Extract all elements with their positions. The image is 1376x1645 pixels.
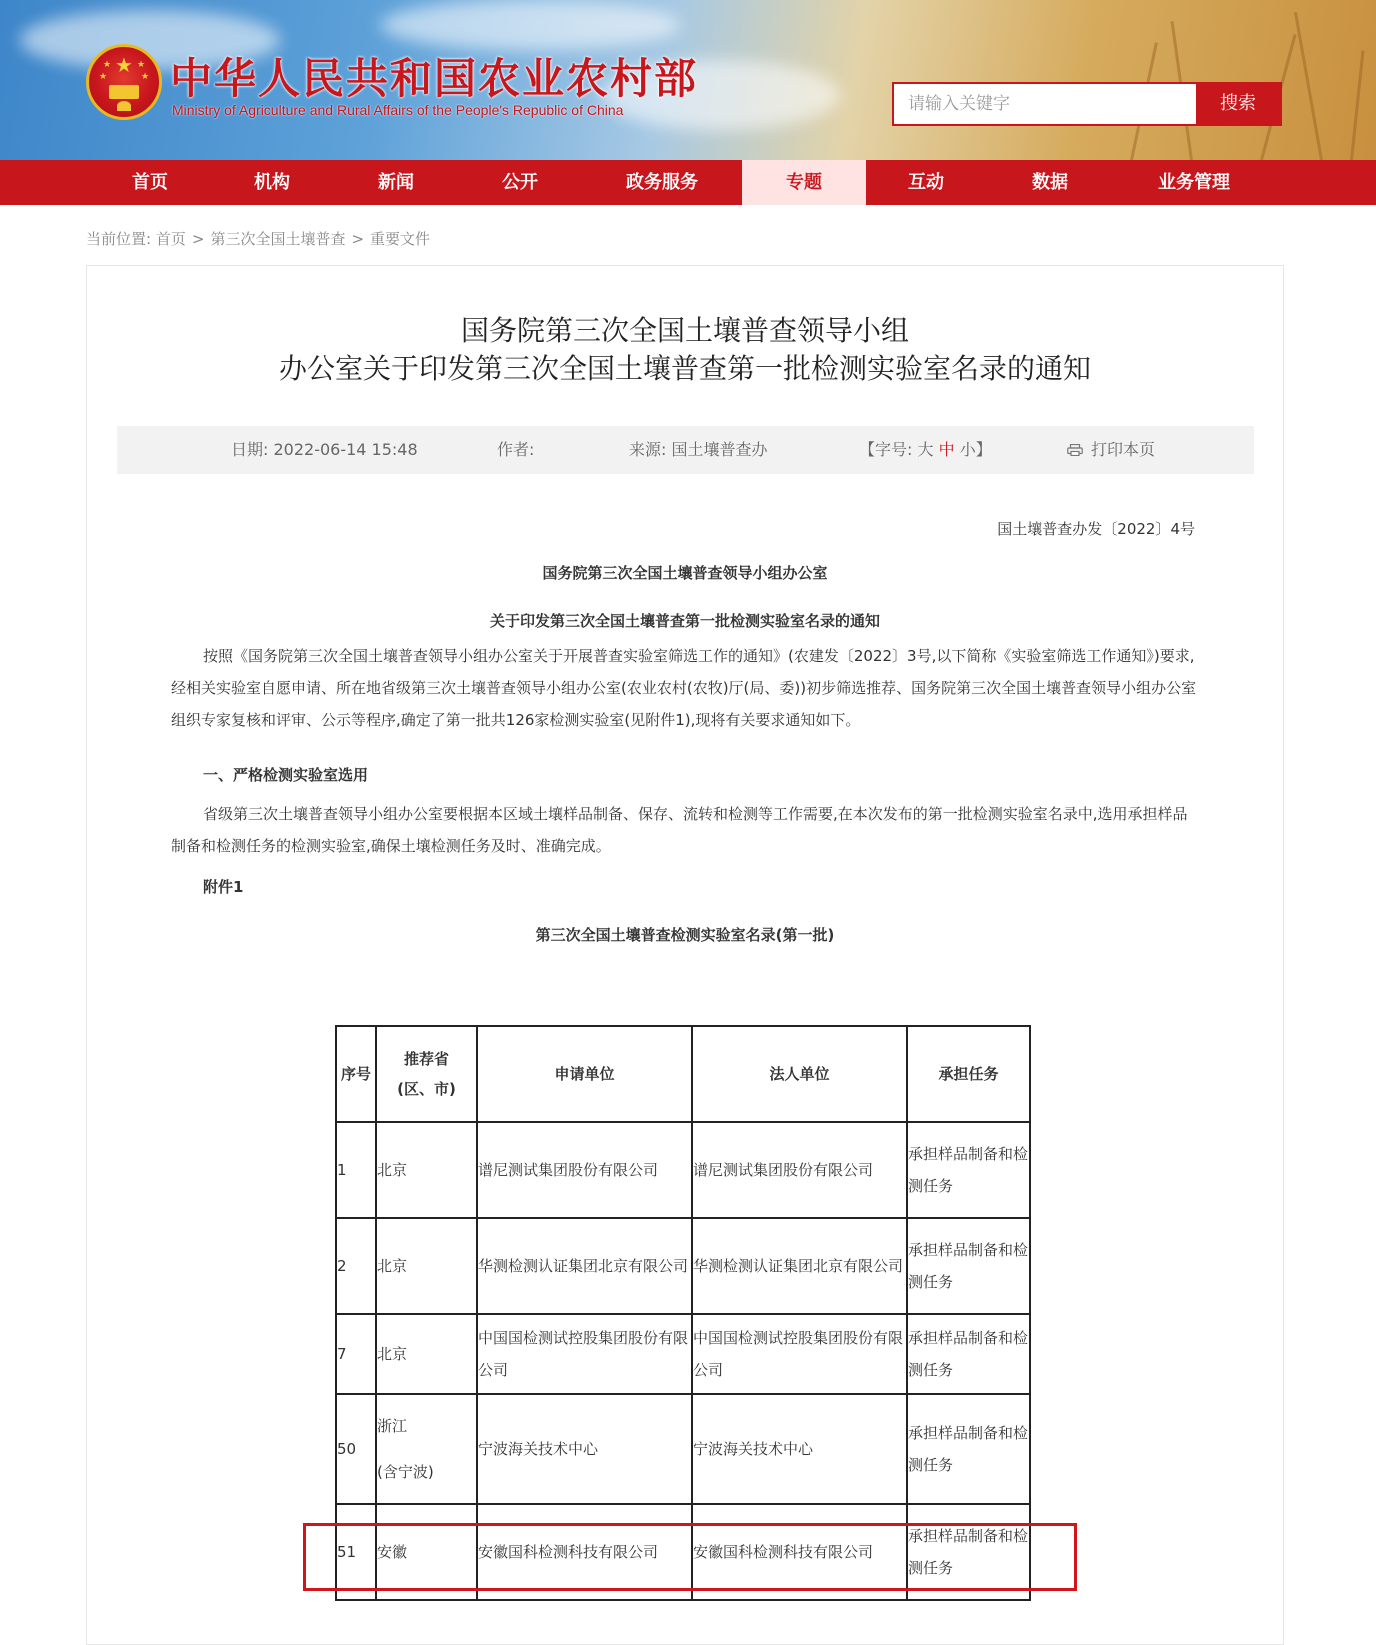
- main-nav: [0, 160, 1376, 205]
- section-heading-1: 一、严格检测实验室选用: [203, 766, 369, 784]
- lab-list-table: [335, 1025, 1031, 1601]
- cell-legal-entity: 中国国检测试控股集团股份有限公司: [692, 1314, 907, 1394]
- cell-task: 承担样品制备和检测任务: [907, 1314, 1030, 1394]
- col-header-index: 序号: [336, 1026, 376, 1122]
- font-size-medium[interactable]: 中: [938, 440, 955, 459]
- print-page-link[interactable]: [1067, 426, 1155, 474]
- font-size-control: [859, 426, 992, 474]
- attachment-label: 附件1: [203, 878, 244, 896]
- cell-index: 51: [336, 1504, 376, 1600]
- table-row: [336, 1218, 1030, 1314]
- wheat-decoration: [1294, 12, 1323, 160]
- breadcrumb-soil-census[interactable]: 第三次全国土壤普查: [210, 230, 346, 248]
- publish-date: 日期: 2022-06-14 15:48: [231, 440, 418, 459]
- breadcrumb-important-docs[interactable]: 重要文件: [370, 230, 431, 248]
- breadcrumb-prefix: 当前位置:: [86, 230, 152, 248]
- national-emblem-icon[interactable]: ★ ★ ★ ★ ★: [86, 44, 162, 120]
- table-title: 第三次全国土壤普查检测实验室名录(第一批): [535, 926, 835, 944]
- table-header-row: [336, 1026, 1030, 1122]
- cell-legal-entity: 宁波海关技术中心: [692, 1394, 907, 1504]
- cell-task: 承担样品制备和检测任务: [907, 1122, 1030, 1218]
- body-paragraph-2: 省级第三次土壤普查领导小组办公室要根据本区域土壤样品制备、保存、流转和检测等工作需要,在本次发布的第一批检测实验室名录中,选用承担样品制备和检测任务的检测实验室,确保土壤检测任务及时、准确完成。: [171, 805, 1188, 855]
- font-size-large[interactable]: 大: [917, 440, 934, 459]
- site-header: [0, 0, 1376, 160]
- col-header-legal-entity: 法人单位: [692, 1026, 907, 1122]
- nav-item-data[interactable]: 数据: [1032, 172, 1068, 193]
- nav-item-public[interactable]: 公开: [502, 172, 538, 193]
- cell-index: 50: [336, 1394, 376, 1504]
- source: 来源: 国土壤普查办: [629, 440, 768, 459]
- cell-task: 承担样品制备和检测任务: [907, 1504, 1030, 1600]
- nav-item-institutions[interactable]: 机构: [254, 172, 290, 193]
- table-row: [336, 1394, 1030, 1504]
- subject-heading: 关于印发第三次全国土壤普查第一批检测实验室名录的通知: [489, 612, 880, 630]
- cell-applicant: 华测检测认证集团北京有限公司: [477, 1218, 692, 1314]
- cloud-decoration: [380, 0, 680, 50]
- cell-applicant: 中国国检测试控股集团股份有限公司: [477, 1314, 692, 1394]
- article-title-line2: 办公室关于印发第三次全国土壤普查第一批检测实验室名录的通知: [278, 352, 1091, 385]
- breadcrumb-separator: >: [191, 230, 205, 248]
- cell-province: 安徽: [376, 1504, 477, 1600]
- font-size-close: 】: [975, 440, 992, 459]
- cell-province: 北京: [376, 1218, 477, 1314]
- cell-legal-entity: 安徽国科检测科技有限公司: [692, 1504, 907, 1600]
- nav-item-business[interactable]: 业务管理: [1158, 172, 1230, 193]
- nav-item-home[interactable]: 首页: [132, 172, 168, 193]
- cell-province: 浙江 (含宁波): [376, 1394, 477, 1504]
- document-number: 国土壤普查办发〔2022〕4号: [997, 520, 1195, 538]
- cell-legal-entity: 华测检测认证集团北京有限公司: [692, 1218, 907, 1314]
- breadcrumb-home[interactable]: 首页: [155, 230, 186, 248]
- site-subtitle: Ministry of Agriculture and Rural Affairs of the People's Republic of China: [172, 102, 624, 118]
- cell-applicant: 宁波海关技术中心: [477, 1394, 692, 1504]
- search-input[interactable]: [894, 84, 1194, 124]
- col-header-task: 承担任务: [907, 1026, 1030, 1122]
- col-header-province: 推荐省 (区、市): [376, 1026, 477, 1122]
- cell-province: 北京: [376, 1122, 477, 1218]
- cell-index: 7: [336, 1314, 376, 1394]
- table-row: [336, 1122, 1030, 1218]
- print-label: 打印本页: [1091, 440, 1156, 459]
- article-title-line1: 国务院第三次全国土壤普查领导小组: [460, 314, 909, 347]
- site-title[interactable]: 中华人民共和国农业农村部: [170, 54, 699, 103]
- cell-applicant: 谱尼测试集团股份有限公司: [477, 1122, 692, 1218]
- cell-legal-entity: 谱尼测试集团股份有限公司: [692, 1122, 907, 1218]
- nav-item-interaction[interactable]: 互动: [908, 172, 944, 193]
- search-button[interactable]: 搜索: [1196, 84, 1280, 124]
- issuer-heading: 国务院第三次全国土壤普查领导小组办公室: [542, 564, 828, 582]
- table-row: [336, 1314, 1030, 1394]
- nav-item-gov-services[interactable]: 政务服务: [626, 172, 698, 193]
- printer-icon: [1067, 444, 1083, 456]
- nav-item-topics[interactable]: 专题: [742, 160, 866, 205]
- font-size-small[interactable]: 小: [959, 440, 976, 459]
- cell-index: 1: [336, 1122, 376, 1218]
- cell-task: 承担样品制备和检测任务: [907, 1394, 1030, 1504]
- article-meta-bar: [117, 426, 1254, 474]
- search-box: [892, 82, 1282, 126]
- breadcrumb-separator: >: [351, 230, 365, 248]
- breadcrumb: [86, 228, 430, 249]
- col-header-applicant: 申请单位: [477, 1026, 692, 1122]
- cell-index: 2: [336, 1218, 376, 1314]
- wheat-decoration: [1350, 50, 1364, 160]
- body-paragraph-1: 按照《国务院第三次全国土壤普查领导小组办公室关于开展普查实验室筛选工作的通知》(农建发〔2022〕3号,以下简称《实验室筛选工作通知》)要求,经相关实验室自愿申请、所在地省级第三次土壤普查领导小组办公室(农业农村(农牧)厅(局、委))初步筛选推荐、国务院第三次全国土壤普查领导小组办公室组织专家复核和评审、公示等程序,确定了第一批共126家检测实验室(见附件1),现将有关要求通知如下。: [171, 647, 1197, 729]
- cell-province: 北京: [376, 1314, 477, 1394]
- font-size-label: 【字号:: [859, 440, 913, 459]
- cell-task: 承担样品制备和检测任务: [907, 1218, 1030, 1314]
- nav-item-news[interactable]: 新闻: [378, 172, 414, 193]
- author: 作者:: [497, 440, 535, 459]
- table-row-highlighted: [336, 1504, 1030, 1600]
- cell-applicant: 安徽国科检测科技有限公司: [477, 1504, 692, 1600]
